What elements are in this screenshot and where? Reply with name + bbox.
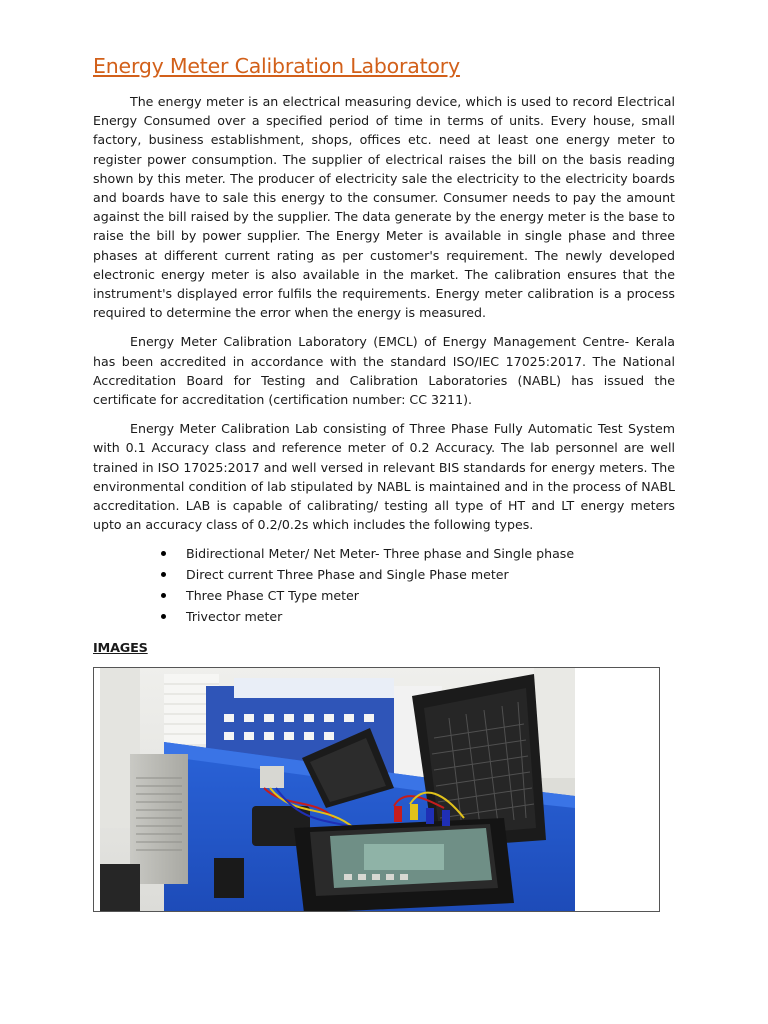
- intro-paragraph: The energy meter is an electrical measuring device, which is used to record Electrical Energy Consumed over a specified period of time in terms of units. Every house, small factory, business establishment, shops, offices etc. need at least one energy meter to register power consumption. The supplier of electrical raises the bill on the basis reading shown by this meter. The producer of electricity sale the electricity to the electricity boards and boards have to sale this energy to the consumer. Consumer needs to pay the amount against the bill raised by the supplier. The data generate by the energy meter is the base to raise the bill by power supplier. The Energy Meter is available in single phase and three phases at different current rating as per customer's requirement. The newly developed electronic energy meter is also available in the market. The calibration ensures that the instrument's displayed error fulfils the requirements. Energy meter calibration is a process required to determine the error when the energy is measured.: [93, 94, 675, 321]
- list-item: Three Phase CT Type meter: [161, 586, 675, 607]
- document-page: [93, 52, 675, 659]
- page-title: Energy Meter Calibration Laboratory: [93, 54, 460, 78]
- lab-photo-image: [94, 668, 660, 912]
- list-item: Trivector meter: [161, 607, 675, 628]
- list-item: Bidirectional Meter/ Net Meter- Three phase and Single phase: [161, 544, 675, 565]
- accreditation-paragraph: Energy Meter Calibration Laboratory (EMCL) of Energy Management Centre- Kerala has been accredited in accordance with the standard ISO/IEC 17025:2017. The National Accreditation Board for Testing and Calibration Laboratories (NABL) has issued the certificate for accreditation (certification number: CC 3211).: [93, 334, 675, 408]
- meter-types-list: [93, 544, 675, 627]
- capability-paragraph: Energy Meter Calibration Lab consisting of Three Phase Fully Automatic Test System with 0.1 Accuracy class and reference meter of 0.2 Accuracy. The lab personnel are well trained in ISO 17025:2017 and well versed in relevant BIS standards for energy meters. The environmental condition of lab stipulated by NABL is maintained and in the process of NABL accreditation. LAB is capable of calibrating/ testing all type of HT and LT energy meters upto an accuracy class of 0.2/0.2s which includes the following types.: [93, 421, 675, 533]
- images-heading: IMAGES: [93, 640, 148, 656]
- figure-frame: [93, 667, 660, 912]
- list-item: Direct current Three Phase and Single Phase meter: [161, 565, 675, 586]
